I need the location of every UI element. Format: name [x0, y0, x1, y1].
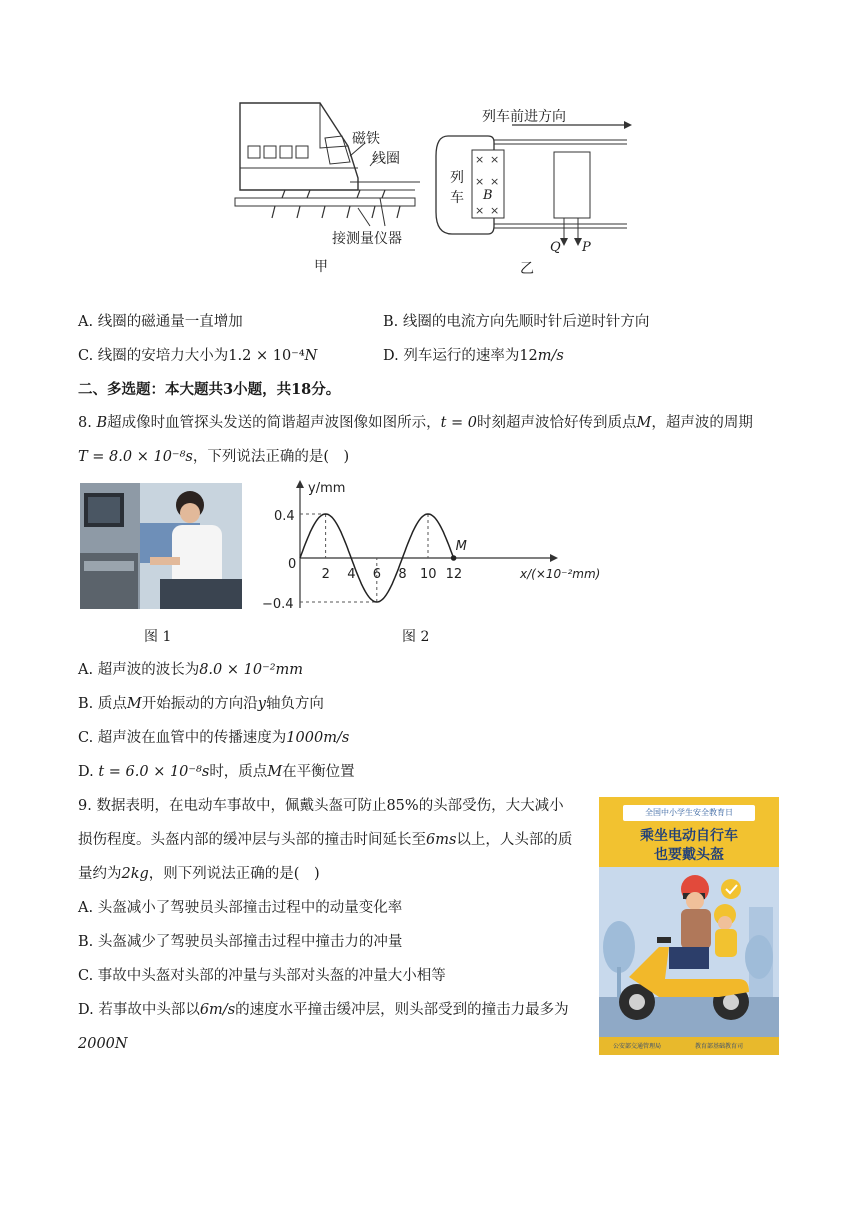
- q8-option-c-prefix: C. 超声波在血管中的传播速度为: [78, 730, 287, 746]
- q8-text-2: 时刻超声波恰好传到质点: [477, 415, 637, 431]
- y-tick-neg-0-4: −0.4: [262, 597, 294, 612]
- q8-text-3: ，超声波的周期: [651, 415, 753, 431]
- p-label: P: [582, 240, 591, 255]
- q9-stem-line2: [78, 830, 572, 850]
- fig2-caption: 图 2: [402, 629, 430, 645]
- svg-text:×: ×: [475, 204, 485, 217]
- x-tick-label-4: 4: [347, 567, 356, 582]
- q9-percent: 85%: [386, 798, 419, 814]
- q8-number: 8.: [78, 415, 97, 431]
- q8-option-d-prefix: D.: [78, 764, 99, 780]
- poster-banner-text: 全国中小学生安全教育日: [623, 805, 755, 821]
- ultrasound-scene: [80, 483, 242, 609]
- q8-option-d-suffix: 在平衡位置: [282, 764, 355, 780]
- q9-option-d-speed: 6m/s: [199, 1002, 236, 1018]
- q8-option-d-value: t = 6.0 × 10⁻⁸s: [98, 764, 210, 780]
- q-label: Q: [550, 240, 561, 255]
- wave-graph: [258, 478, 628, 618]
- q8-option-d-mid: 时，质点: [209, 764, 268, 780]
- point-m: [451, 555, 457, 561]
- q8-option-c: [78, 728, 349, 748]
- q8-option-b-mid: 开始振动的方向沿: [141, 696, 258, 712]
- q9-text-1: 9. 数据表明，在电动车事故中，佩戴头盔可防止: [78, 798, 387, 814]
- y-tick-0-4: 0.4: [274, 509, 295, 524]
- q7-option-c: [78, 346, 317, 366]
- q7-option-c-value: 1.2 × 10⁻⁴: [228, 348, 305, 364]
- figure-jia-caption: 甲: [314, 259, 328, 275]
- q9-time: 6ms: [426, 832, 457, 848]
- q8-option-a-prefix: A. 超声波的波长为: [78, 662, 200, 678]
- q7-option-d-unit: m/s: [537, 348, 564, 364]
- q8-option-b-y: y: [257, 696, 266, 712]
- x-tick-label-8: 8: [398, 567, 407, 582]
- x-tick-label-2: 2: [321, 567, 330, 582]
- section2-title-mid: 小题，共: [233, 381, 292, 398]
- poster-footer-2: 教育部基础教育司: [695, 1043, 744, 1050]
- q9-option-d-text-2: 的速度水平撞击缓冲层，则头部受到的撞击力最多为: [235, 1002, 569, 1018]
- q9-text-5: 量约为: [78, 866, 122, 882]
- q8-b-symbol: B: [96, 415, 108, 431]
- x-tick-label-6: 6: [372, 567, 382, 582]
- point-m-label: M: [455, 539, 467, 554]
- q7-option-b: B. 线圈的电流方向先顺时针后逆时针方向: [383, 314, 650, 330]
- q7-option-d: [383, 346, 564, 366]
- b-field-label: B: [483, 188, 493, 203]
- instrument-label: 接测量仪器: [332, 231, 402, 247]
- q8-option-b-suffix: 轴负方向: [265, 696, 324, 712]
- q9-text-2: 的头部受伤，大大减小: [418, 798, 564, 814]
- q8-option-c-value: 1000m/s: [286, 730, 350, 746]
- q8-option-a: [78, 660, 303, 680]
- q7-option-c-prefix: C. 线圈的安培力大小为: [78, 348, 229, 364]
- q9-stem-line3: [78, 864, 320, 884]
- q9-option-c: C. 事故中头盔对头部的冲量与头部对头盔的冲量大小相等: [78, 968, 446, 984]
- section2-title-prefix: 二、多选题：本大题共: [78, 381, 223, 398]
- svg-text:×: ×: [490, 153, 500, 166]
- q7-option-d-value: 12: [519, 348, 538, 364]
- figure-jia: [230, 98, 430, 278]
- q7-option-c-unit: N: [304, 348, 318, 364]
- q9-option-b: B. 头盔减少了驾驶员头部撞击过程中撞击力的冲量: [78, 934, 403, 950]
- q8-option-d: [78, 762, 355, 782]
- figure-yi: [432, 100, 632, 280]
- fig1-caption: 图 1: [144, 629, 172, 645]
- q8-m-symbol: M: [636, 415, 652, 431]
- q8-option-b: [78, 694, 324, 714]
- q9-option-d: [78, 1000, 569, 1020]
- q9-text-6: ，则下列说法正确的是( ): [148, 866, 320, 882]
- x-tick-label-10: 10: [420, 567, 437, 582]
- x-tick-label-12: 12: [445, 567, 463, 582]
- magnet-label: 磁铁: [352, 131, 380, 147]
- q7-option-a: A. 线圈的磁通量一直增加: [78, 314, 243, 330]
- q9-text-4: 以上，人头部的质: [456, 832, 573, 848]
- q9-option-d-text-1: D. 若事故中头部以: [78, 1002, 200, 1018]
- poster-illustration: [599, 797, 779, 1055]
- y-axis-arrow: [296, 480, 304, 488]
- svg-text:×: ×: [475, 153, 485, 166]
- poster-slogan-2: 也要戴头盔: [654, 847, 724, 863]
- q8-text-1: 超成像时血管探头发送的简谐超声波图像如图所示，: [107, 415, 441, 431]
- q9-text-3: 损伤程度。头盔内部的缓冲层与头部的撞击时间延长至: [78, 832, 426, 848]
- q8-t-zero: t = 0: [440, 415, 478, 431]
- q8-stem-line2: [78, 447, 349, 467]
- q8-stem-line1: [78, 413, 753, 433]
- train-label: 列车: [450, 170, 464, 206]
- q9-option-d-force: 2000N: [78, 1036, 128, 1052]
- coil-label: 线圈: [372, 151, 400, 167]
- section2-score: 18: [291, 381, 312, 398]
- q9-stem-line1: [78, 796, 564, 816]
- q9-mass: 2kg: [121, 866, 149, 882]
- helmet-poster: [599, 797, 779, 1055]
- q8-period: T = 8.0 × 10⁻⁸s: [78, 449, 193, 465]
- y-axis-label: y/mm: [308, 481, 346, 496]
- svg-text:×: ×: [490, 204, 500, 217]
- q8-option-b-m: M: [126, 696, 142, 712]
- x-axis-arrow: [550, 554, 558, 562]
- figure-yi-caption: 乙: [520, 261, 534, 277]
- q8-option-a-value: 8.0 × 10⁻²mm: [199, 662, 304, 678]
- section2-title-suffix: 分。: [311, 381, 341, 398]
- wave-graph-svg: [258, 478, 628, 618]
- direction-label: 列车前进方向: [482, 109, 566, 125]
- origin-label: 0: [288, 557, 297, 572]
- q9-option-a: A. 头盔减小了驾驶员头部撞击过程中的动量变化率: [78, 900, 403, 916]
- svg-text:×: ×: [490, 175, 500, 188]
- train-coil-drawing: [230, 98, 430, 278]
- section2-title: [78, 380, 340, 400]
- q7-option-d-prefix: D. 列车运行的速率为: [383, 348, 520, 364]
- ultrasound-photo: [80, 483, 242, 609]
- x-axis-label: x/(×10⁻²mm): [520, 567, 601, 581]
- x-tick-labels: [322, 567, 463, 582]
- q8-option-b-prefix: B. 质点: [78, 696, 127, 712]
- poster-slogan-1: 乘坐电动自行车: [640, 828, 738, 844]
- poster-footer-1: 公安部交通管理局: [613, 1043, 662, 1050]
- section2-count: 3: [223, 381, 234, 398]
- q8-text-4: ，下列说法正确的是( ): [192, 449, 350, 465]
- svg-text:×: ×: [475, 175, 485, 188]
- q8-option-d-m: M: [267, 764, 283, 780]
